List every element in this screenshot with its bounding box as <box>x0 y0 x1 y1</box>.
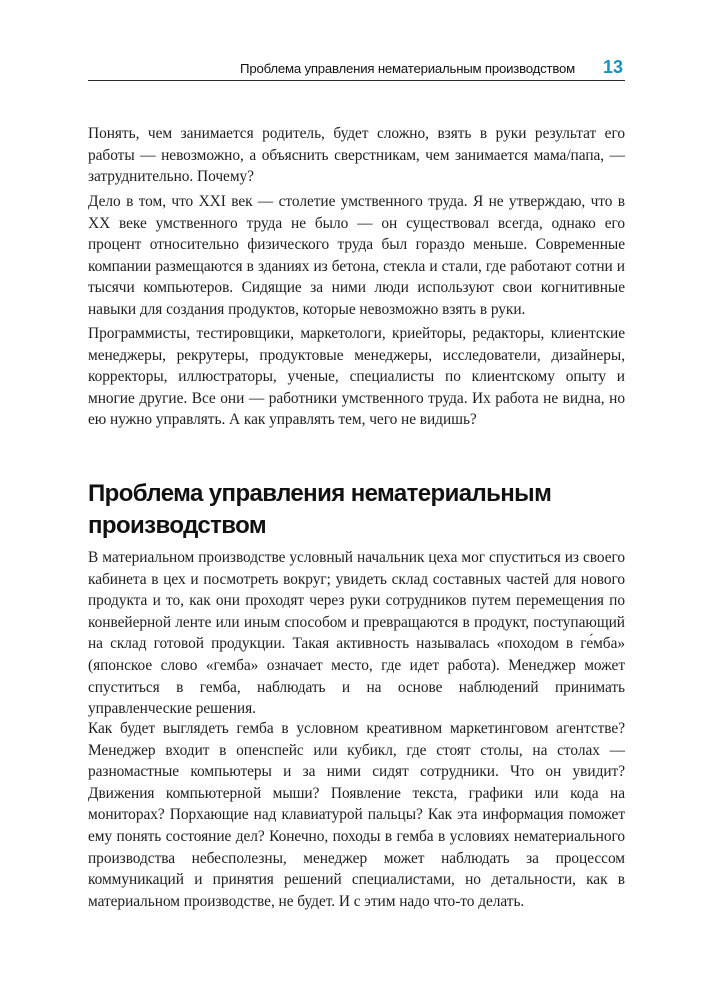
page-number: 13 <box>602 57 623 77</box>
paragraph-xxi-century: Дело в том, что XXI век — столетие умственного труда. Я не утверждаю, что в XX веке умственного труда не было — он существовал всегда, однако его процент относительно физического труда был гораздо меньше. Современные компании размещаются в зданиях из бетона, стекла и стали, где работают сотни и тысячи компьютеров. Сидящие за ними люди используют свои когнитивные навыки для создания продуктов, которые невозможно взять в руки. <box>88 193 625 318</box>
header-rule <box>88 80 625 81</box>
paragraph-gemba: В материальном производстве условный начальник цеха мог спуститься из своего кабинета в цех и посмотреть вокруг; увидеть склад составных частей для нового продукта и то, как они проходят через руки сотрудников путем перемещения по конвейерной ленте или иным способом и превращаются в продукт, поступающий на склад готовой продукции. Такая активность называлась «походом в ге́мба» (японское слово «гемба» означает место, где идет работа). Менеджер может спуститься в гемба, наблюдать и на основе наблюдений принимать управленческие решения. <box>88 549 625 718</box>
paragraph-knowledge-workers: Программисты, тестировщики, маркетологи, криейторы, редакторы, клиентские менеджеры, рекрутеры, продуктовые менеджеры, исследователи, дизайнеры, корректоры, иллюстраторы, ученые, специалисты по клиентскому опыту и многие другие. Все они — работники умственного труда. Их работа не видна, но ею нужно управлять. А как управлять тем, чего не видишь? <box>88 325 625 429</box>
paragraph-intro: Понять, чем занимается родитель, будет сложно, взять в руки результат его работы — невозможно, а объяснить сверстникам, чем занимается мама/папа, — затруднительно. Почему? <box>88 125 625 186</box>
running-header <box>88 58 625 80</box>
paragraph-creative-agency: Как будет выглядеть гемба в условном креативном маркетинговом агентстве? Менеджер входит в опенспейс или кубикл, где стоят столы, на столах — разномастные компьютеры и за ними сидят сотрудники. Что он увидит? Движения компьютерной мыши? Появление текста, графики или кода на мониторах? Порхающие над клавиатурой пальцы? Как эта информация поможет ему понять состояние дел? Конечно, походы в гемба в условиях нематериального производства небесполезны, менеджер может наблюдать за процессом коммуникаций и принятия решений специалистами, но детальности, как в материальном производстве, не будет. И с этим надо что-то делать. <box>88 720 625 910</box>
running-title: Проблема управления нематериальным производством <box>240 61 575 76</box>
section-heading: Проблема управления нематериальным производством <box>88 480 552 539</box>
